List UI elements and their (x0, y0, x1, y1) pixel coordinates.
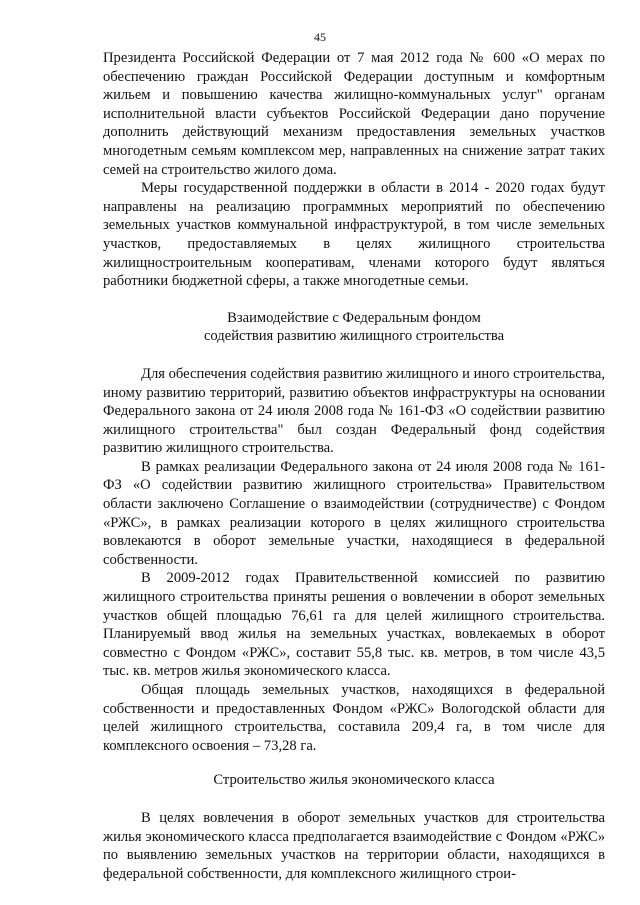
section-heading-economy-housing: Строительство жилья экономического класса (213, 772, 495, 789)
page-number: 45 (314, 30, 326, 44)
paragraph-intro-continued: Президента Российской Федерации от 7 мая 2012 года № 600 «О мерах по обеспечению граждан Российской Федерации доступным и комфортным жильем и повышению качества жилищно-коммунальных услуг" органам исполнительной власти субъектов Российской Федерации дано поручение дополнить действующий механизм предоставления земельных участков многодетным семьям комплексом мер, направленных на снижение затрат таких семей на строительство жилого дома. (103, 50, 605, 178)
paragraph-state-support: Меры государственной поддержки в области в 2014 - 2020 годах будут направлены на реализацию программных мероприятий по обеспечению земельных участков коммунальной инфраструктурой, в том числе земельных участков, предоставляемых в целях жилищного строительства жилищностроительным кооперативам, членами которого будут являться работники бюджетной сферы, а также многодетные семьи. (103, 180, 605, 290)
paragraph-total-area: Общая площадь земельных участков, находящихся в федеральной собственности и предоставленных Фондом «РЖС» Вологодской области для целей жилищного строительства, составила 209,4 га, в том числе для комплексного освоения – 73,28 га. (103, 682, 605, 754)
heading-line: содействия развитию жилищного строительства (203, 328, 505, 345)
section-heading-fund-cooperation (103, 309, 605, 346)
heading-line: Взаимодействие с Федеральным фондом (227, 309, 481, 326)
page-content (103, 49, 605, 883)
paragraph-fund-creation: Для обеспечения содействия развитию жилищного и иного строительства, иному развитию территорий, развитию объектов инфраструктуры на основании Федерального закона от 24 июля 2008 года № 161-ФЗ «О содействии развитию жилищного строительства" был создан Федеральный фонд содействия развитию жилищного строительства. (103, 365, 605, 457)
paragraph-agreement: В рамках реализации Федерального закона от 24 июля 2008 года № 161-ФЗ «О содействии развитию жилищного строительства» Правительством области заключено Соглашение о взаимодействии (сотрудничестве) с Фондом «РЖС», в рамках реализации которого в целях жилищного строительства вовлекаются в оборот земельные участки, находящиеся в федеральной собственности. (103, 458, 605, 568)
paragraph-commission-decisions: В 2009-2012 годах Правительственной комиссией по развитию жилищного строительства приняты решения о вовлечении в оборот земельных участков общей площадью 76,61 га для целей жилищного строительства. Планируемый ввод жилья на земельных участках, вовлекаемых в оборот совместно с Фондом «РЖС», составит 55,8 тыс. кв. метров, в том числе 43,5 тыс. кв. метров жилья экономического класса. (103, 570, 605, 680)
paragraph-economy-housing: В целях вовлечения в оборот земельных участков для строительства жилья экономического класса предполагается взаимодействие с Фондом «РЖС» по выявлению земельных участков на территории области, находящихся в федеральной собственности, для комплексного жилищного строи- (103, 809, 605, 882)
